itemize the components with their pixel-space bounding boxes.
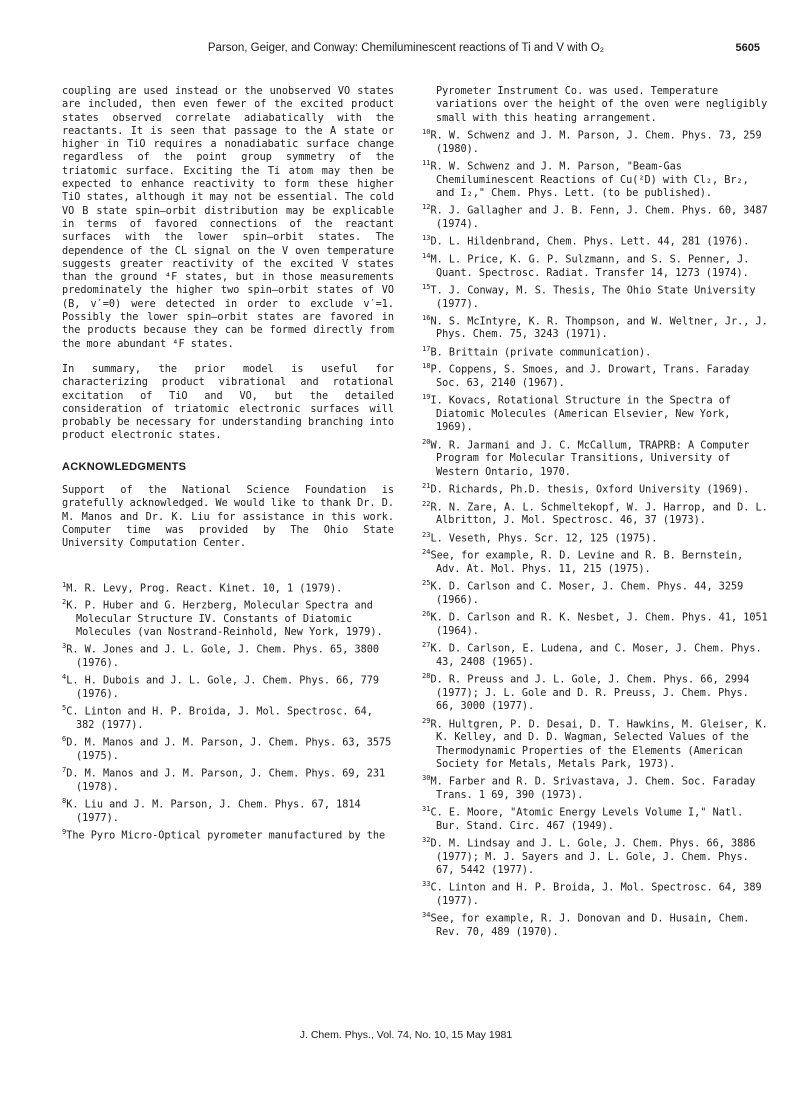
reference-text: D. M. Manos and J. M. Parson, J. Chem. Phys. 69, 231 (1978). <box>66 768 386 794</box>
page-number: 5605 <box>735 42 760 54</box>
reference-item <box>422 498 768 528</box>
reference-number: 26 <box>422 610 431 619</box>
reference-item <box>422 201 768 231</box>
reference-item <box>422 803 768 833</box>
reference-number: 18 <box>422 362 431 371</box>
reference-text: L. H. Dubois and J. L. Gole, J. Chem. Phys. 66, 779 (1976). <box>66 675 380 701</box>
reference-text: K. P. Huber and G. Herzberg, Molecular Spectra and Molecular Structure IV. Constants of Diatomic Molecules (van Nostrand-Reinhold, New York, 1979). <box>66 600 383 639</box>
reference-text: D. R. Preuss and J. L. Gole, J. Chem. Phys. 66, 2994 (1977); J. L. Gole and D. R. Preuss, J. Chem. Phys. 66, 3000 (1977). <box>430 674 750 713</box>
reference-text: K. Liu and J. M. Parson, J. Chem. Phys. 67, 1814 (1977). <box>66 799 361 825</box>
reference-item <box>422 281 768 311</box>
reference-number: 19 <box>422 393 431 402</box>
acknowledgments-text: Support of the National Science Foundation is gratefully acknowledged. We would like to thank Dr. D. M. Manos and Dr. K. Liu for assistance in this work. Computer time was provided by The Ohio State University Computation Center. <box>62 485 394 550</box>
reference-text: B. Brittain (private communication). <box>430 347 652 359</box>
reference-text: C. Linton and H. P. Broida, J. Mol. Spectrosc. 64, 389 (1977). <box>430 882 762 908</box>
reference-number: 12 <box>422 203 431 212</box>
reference-item <box>422 391 768 434</box>
reference-text: W. R. Jarmani and J. C. McCallum, TRAPRB: A Computer Program for Molecular Transitions, University of Western Ontario, 1970. <box>430 440 750 478</box>
reference-text: M. Farber and R. D. Srivastava, J. Chem. Soc. Faraday Trans. 1 69, 390 (1973). <box>430 776 756 801</box>
reference-number: 8 <box>62 797 67 806</box>
reference-number: 31 <box>422 805 431 814</box>
reference-number: 32 <box>422 836 431 845</box>
reference-item <box>422 480 768 497</box>
reference-item <box>422 232 768 249</box>
reference-text: L. Veseth, Phys. Scr. 12, 125 (1975). <box>430 533 658 545</box>
reference-text: P. Coppens, S. Smoes, and J. Drowart, Trans. Faraday Soc. 63, 2140 (1967). <box>430 364 750 390</box>
reference-number: 6 <box>62 735 67 744</box>
reference-text: R. W. Schwenz and J. M. Parson, J. Chem. Phys. 73, 259 (1980). <box>430 130 762 155</box>
reference-number: 24 <box>422 548 431 557</box>
reference-item <box>422 715 768 772</box>
reference-item <box>422 312 768 342</box>
references-list-right <box>422 126 768 940</box>
reference-text: M. R. Levy, Prog. React. Kinet. 10, 1 (1979). <box>66 582 343 594</box>
reference-item <box>62 795 394 825</box>
reference-number: 9 <box>62 828 67 837</box>
reference-item <box>422 772 768 802</box>
reference-number: 15 <box>422 282 431 291</box>
reference-item <box>62 702 394 732</box>
reference-number: 28 <box>422 672 431 681</box>
reference-text: N. S. McIntyre, K. R. Thompson, and W. Weltner, Jr., J. Phys. Chem. 75, 3243 (1971). <box>430 316 768 341</box>
reference-text: D. L. Hildenbrand, Chem. Phys. Lett. 44, 281 (1976). <box>430 236 750 248</box>
journal-footer: J. Chem. Phys., Vol. 74, No. 10, 15 May 1981 <box>299 1029 513 1041</box>
reference-number: 22 <box>422 499 431 508</box>
reference-text: K. D. Carlson and C. Moser, J. Chem. Phys. 44, 3259 (1966). <box>430 581 744 607</box>
reference-number: 1 <box>62 580 67 589</box>
reference-number: 33 <box>422 880 431 889</box>
reference-number: 4 <box>62 673 67 682</box>
reference-text: I. Kovacs, Rotational Structure in the Spectra of Diatomic Molecules (American Elsevier, New York, 1969). <box>430 395 731 434</box>
reference-item <box>422 343 768 360</box>
reference-text: D. Richards, Ph.D. thesis, Oxford University (1969). <box>430 484 750 496</box>
reference-text: See, for example, R. D. Levine and R. B. Bernstein, Adv. At. Mol. Phys. 11, 215 (1975). <box>430 550 744 576</box>
left-column <box>62 85 394 844</box>
reference-item <box>62 733 394 763</box>
reference-text: R. N. Zare, A. L. Schmeltekopf, W. J. Harrop, and D. L. Albritton, J. Mol. Spectrosc. 46, 37 (1973). <box>430 502 768 527</box>
reference-number: 20 <box>422 437 431 446</box>
reference-text: R. W. Jones and J. L. Gole, J. Chem. Phys. 65, 3800 (1976). <box>66 644 380 670</box>
reference-item <box>422 529 768 546</box>
reference-item <box>422 878 768 908</box>
reference-item <box>62 640 394 670</box>
reference-item <box>422 639 768 669</box>
reference-9-continued: Pyrometer Instrument Co. was used. Temperature variations over the height of the oven were negligibly small with this heating arrangement. <box>436 86 768 124</box>
reference-text: R. Hultgren, P. D. Desai, D. T. Hawkins, M. Gleiser, K. K. Kelley, and D. D. Wagman, Selected Values of the Thermodynamic Properties of the Elements (American Society for Metals, Metals Park, 1973). <box>430 718 768 770</box>
reference-item <box>62 671 394 701</box>
reference-text: M. L. Price, K. G. P. Sulzmann, and S. S. Penner, J. Quant. Spectrosc. Radiat. Transfer 14, 1273 (1974). <box>430 254 750 279</box>
reference-number: 13 <box>422 234 431 243</box>
reference-item <box>62 764 394 794</box>
reference-text: C. Linton and H. P. Broida, J. Mol. Spectrosc. 64, 382 (1977). <box>66 706 373 732</box>
reference-item <box>422 126 768 156</box>
reference-number: 11 <box>422 158 431 167</box>
reference-number: 25 <box>422 579 431 588</box>
reference-item <box>422 608 768 638</box>
reference-item <box>62 579 394 596</box>
references-list-left <box>62 579 394 844</box>
reference-text: D. M. Lindsay and J. L. Gole, J. Chem. Phys. 66, 3886 (1977); M. J. Sayers and J. L. Gole, J. Chem. Phys. 67, 5442 (1977). <box>430 838 756 877</box>
reference-number: 3 <box>62 642 67 651</box>
reference-item <box>62 596 394 639</box>
acknowledgments-heading: ACKNOWLEDGMENTS <box>62 460 187 473</box>
reference-text: T. J. Conway, M. S. Thesis, The Ohio State University (1977). <box>430 285 756 310</box>
reference-number: 30 <box>422 774 431 783</box>
reference-item <box>422 250 768 280</box>
reference-number: 10 <box>422 127 431 136</box>
body-paragraph-1: coupling are used instead or the unobserved VO states are included, then even fewer of the excited product states observed correlate adiabatically with the reactants. It is seen that passage to the A state or higher in TiO requires a nonadiabatic surface change regardless of the point group symmetry of the triatomic surface. Exciting the Ti atom may then be expected to enhance reactivity to form these higher TiO states, although it may not be essential. The cold VO B state spin–orbit distribution may be explicable in terms of favored connections of the reactant surfaces with the lower spin–orbit states. The dependence of the CL signal on the V oven temperature suggests greater reactivity of the excited V states than the ground ⁴F states, but in those measurements predominately the higher two spin–orbit states of VO (B, v′=0) were detected in order to exclude v′=1. Possibly the lower spin–orbit states are favored in the products because they can be formed directly from the more abundant ⁴F states. <box>62 86 394 350</box>
reference-number: 21 <box>422 482 431 491</box>
reference-item <box>422 436 768 479</box>
reference-item <box>422 546 768 576</box>
reference-number: 16 <box>422 313 431 322</box>
reference-text: C. E. Moore, "Atomic Energy Levels Volume I," Natl. Bur. Stand. Circ. 467 (1949). <box>430 807 744 832</box>
reference-text: See, for example, R. J. Donovan and D. Husain, Chem. Rev. 70, 489 (1970). <box>430 913 750 939</box>
reference-text: The Pyro Micro-Optical pyrometer manufactured by the <box>66 830 386 842</box>
reference-item <box>422 909 768 939</box>
reference-item <box>422 360 768 390</box>
reference-number: 7 <box>62 766 67 775</box>
reference-number: 34 <box>422 911 431 920</box>
reference-item <box>422 577 768 607</box>
reference-number: 23 <box>422 530 431 539</box>
reference-item <box>422 670 768 713</box>
reference-text: R. J. Gallagher and J. B. Fenn, J. Chem. Phys. 60, 3487 (1974). <box>430 205 768 230</box>
reference-text: R. W. Schwenz and J. M. Parson, "Beam-Gas Chemiluminescent Reactions of Cu(²D) with Cl₂, Br₂, and I₂," Chem. Phys. Lett. (to be published). <box>430 161 749 199</box>
reference-number: 5 <box>62 704 67 713</box>
reference-text: D. M. Manos and J. M. Parson, J. Chem. Phys. 63, 3575 (1975). <box>66 737 392 763</box>
header-title: Parson, Geiger, and Conway: Chemiluminescent reactions of Ti and V with O₂ <box>207 42 605 54</box>
right-column <box>422 85 768 940</box>
reference-text: K. D. Carlson, E. Ludena, and C. Moser, J. Chem. Phys. 43, 2408 (1965). <box>430 643 762 669</box>
reference-item <box>62 826 394 843</box>
reference-item <box>422 834 768 877</box>
reference-number: 2 <box>62 598 67 607</box>
reference-number: 17 <box>422 344 431 353</box>
reference-number: 14 <box>422 251 431 260</box>
reference-text: K. D. Carlson and R. K. Nesbet, J. Chem. Phys. 41, 1051 (1964). <box>430 612 768 638</box>
body-paragraph-2: In summary, the prior model is useful for characterizing product vibrational and rotational excitation of TiO and VO, but the detailed consideration of triatomic electronic surfaces will probably be necessary for understanding branching into product electronic states. <box>62 363 394 442</box>
reference-number: 27 <box>422 641 431 650</box>
reference-item <box>422 157 768 200</box>
reference-number: 29 <box>422 716 431 725</box>
